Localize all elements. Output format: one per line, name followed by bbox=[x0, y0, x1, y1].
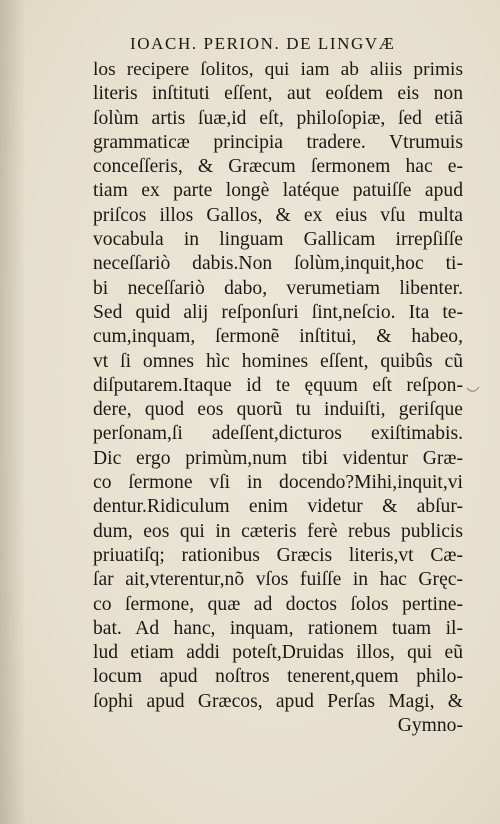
text-line: lud etiam addi poteſt,Druidas illos, qui eũ bbox=[93, 642, 463, 664]
text-line: perſonam,ſi adeſſent,dicturos exiſtimabis. bbox=[93, 423, 463, 445]
text-line: ſolùm artis ſuæ,id eſt, philoſopiæ, ſed etiã bbox=[93, 107, 463, 129]
text-line: ſophi apud Græcos, apud Perſas Magi, & bbox=[93, 690, 463, 712]
text-line: priſcos illos Gallos, & ex eius vſu multa bbox=[93, 204, 463, 226]
text-line: vt ſi omnes hìc homines eſſent, quibûs cũ bbox=[93, 350, 463, 372]
text-line: dentur.Ridiculum enim videtur & abſur- bbox=[93, 496, 463, 518]
catchword: Gymno- bbox=[397, 715, 463, 737]
text-line: los recipere ſolitos, qui iam ab aliis primis bbox=[93, 59, 463, 80]
text-line: tiam ex parte longè latéque patuiſſe apud bbox=[93, 180, 463, 202]
text-line: priuatiſq; rationibus Græcis literis,vt Cæ- bbox=[93, 544, 463, 566]
text-line: locum apud noſtros tenerent,quem philo- bbox=[93, 666, 463, 688]
text-line: ſar ait,vterentur,nõ vſos fuiſſe in hac Gręc- bbox=[93, 569, 463, 591]
text-line: diſputarem.Itaque id te ęquum eſt reſpon- bbox=[93, 374, 463, 396]
text-line: cum,inquam, ſermonẽ inſtitui, & habeo, bbox=[93, 326, 463, 348]
text-block bbox=[93, 58, 463, 738]
text-line: dum, eos qui in cæteris ferè rebus publicis bbox=[93, 520, 463, 542]
gutter-shadow bbox=[0, 0, 26, 824]
text-line: vocabula in linguam Gallicam irrepſiſſe bbox=[93, 229, 463, 251]
text-line: conceſſeris, & Græcum ſermonem hac e- bbox=[93, 156, 463, 178]
text-line: dere, quod eos quorũ tu induiſti, geriſque bbox=[93, 399, 463, 421]
text-line: Dic ergo primùm,num tibi videntur Græ- bbox=[93, 447, 463, 469]
text-line: Sed quid alij reſponſuri ſint,neſcio. Ita te- bbox=[93, 301, 463, 323]
margin-mark-icon bbox=[465, 383, 481, 401]
text-line: co ſermone, quæ ad doctos ſolos pertine- bbox=[93, 593, 463, 615]
text-line: neceſſariò dabis.Non ſolùm,inquit,hoc ti- bbox=[93, 253, 463, 275]
running-head: IOACH. PERION. DE LINGVÆ bbox=[130, 34, 396, 53]
text-line: literis inſtituti eſſent, aut eoſdem eis non bbox=[93, 83, 463, 105]
text-line: bat. Ad hanc, inquam, rationem tuam il- bbox=[93, 617, 463, 639]
text-line: bi neceſſariò dabo, verumetiam libenter. bbox=[93, 277, 463, 299]
text-line: co ſermone vſi in docendo?Mihi,inquit,vi bbox=[93, 472, 463, 494]
text-line: grammaticæ principia tradere. Vtrumuis bbox=[93, 131, 463, 153]
